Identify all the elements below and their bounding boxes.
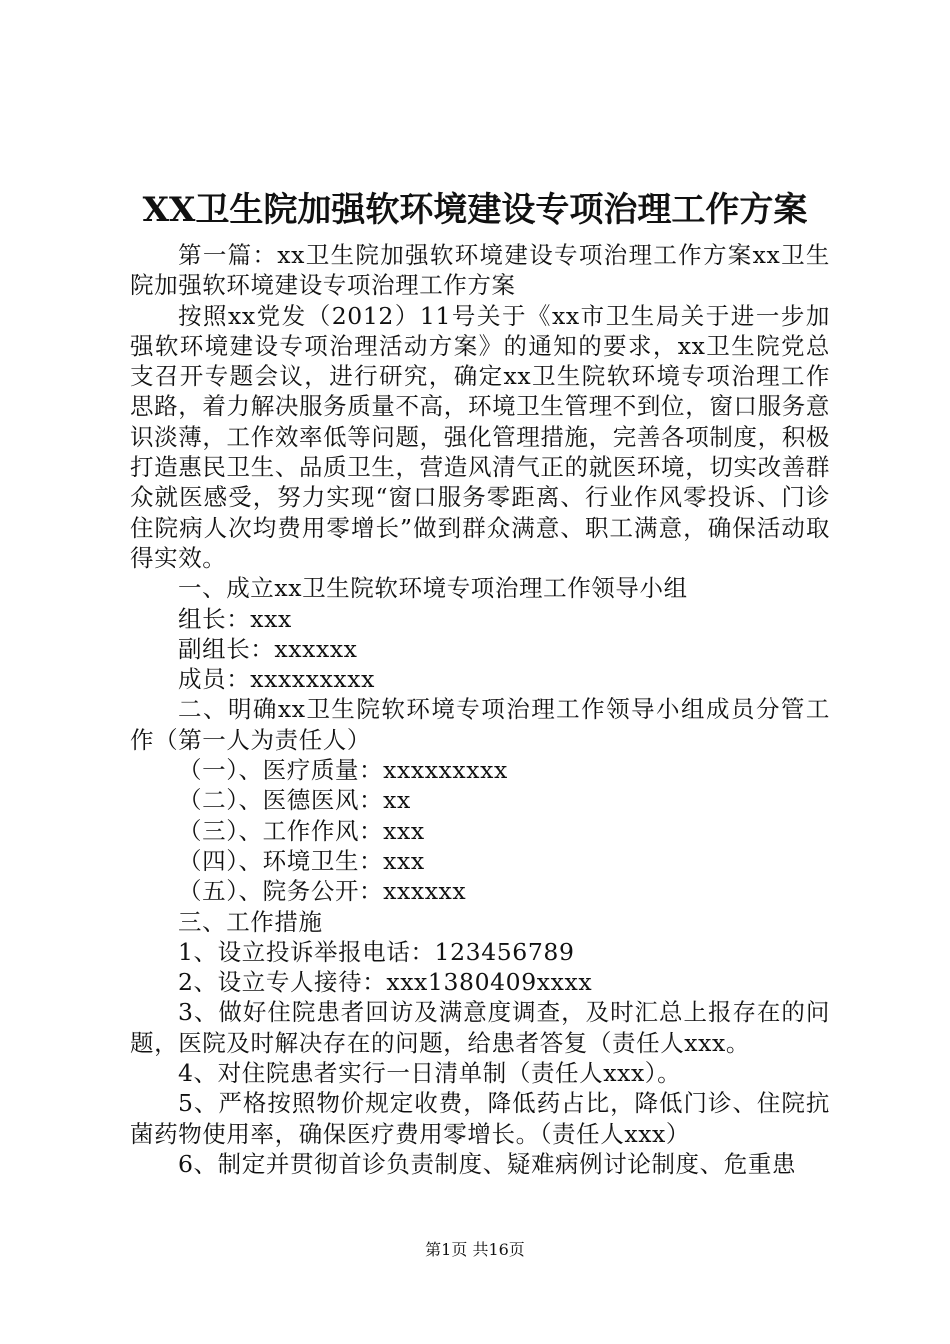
document-body: [130, 240, 830, 1179]
paragraph: 5、严格按照物价规定收费，降低药占比，降低门诊、住院抗菌药物使用率，确保医疗费用零增长。（责任人xxx）: [130, 1089, 830, 1148]
paragraph: 2、设立专人接待：xxx1380409xxxx: [178, 968, 593, 997]
paragraph: 成员：xxxxxxxxx: [178, 665, 375, 694]
paragraph: （二）、医德医风：xx: [178, 786, 411, 815]
paragraph: （一）、医疗质量：xxxxxxxxx: [178, 756, 508, 785]
paragraph: （五）、院务公开：xxxxxx: [178, 877, 467, 906]
paragraph: （四）、环境卫生：xxx: [178, 846, 425, 875]
paragraph: 3、做好住院患者回访及满意度调查，及时汇总上报存在的问题，医院及时解决存在的问题，给患者答复（责任人xxx。: [130, 998, 830, 1057]
paragraph: 6、制定并贯彻首诊负责制度、疑难病例讨论制度、危重患: [178, 1149, 797, 1178]
section-heading: 三、工作措施: [178, 907, 323, 936]
document-title: XX卫生院加强软环境建设专项治理工作方案: [142, 190, 808, 230]
paragraph: 组长：xxx: [178, 604, 292, 633]
paragraph: 1、设立投诉举报电话：123456789: [178, 937, 575, 966]
section-heading: 二、明确xx卫生院软环境专项治理工作领导小组成员分管工作（第一人为责任人）: [130, 695, 830, 754]
paragraph: 副组长：xxxxxx: [178, 634, 358, 663]
paragraph: 4、对住院患者实行一日清单制（责任人xxx）。: [178, 1059, 682, 1088]
section-heading: 一、成立xx卫生院软环境专项治理工作领导小组: [178, 574, 688, 603]
paragraph: 第一篇：xx卫生院加强软环境建设专项治理工作方案xx卫生院加强软环境建设专项治理工作方案: [130, 241, 830, 300]
paragraph: （三）、工作作风：xxx: [178, 816, 425, 845]
paragraph: 按照xx党发（2012）11号关于《xx市卫生局关于进一步加强软环境建设专项治理活动方案》的通知的要求，xx卫生院党总支召开专题会议，进行研究，确定xx卫生院软环境专项治理工作思路，着力解决服务质量不高，环境卫生管理不到位，窗口服务意识淡薄，工作效率低等问题，强化管理措施，完善各项制度，积极打造惠民卫生、品质卫生，营造风清气正的就医环境，切实改善群众就医感受，努力实现“窗口服务零距离、行业作风零投诉、门诊住院病人次均费用零增长”做到群众满意、职工满意，确保活动取得实效。: [130, 301, 830, 572]
page-footer: 第1页 共16页: [425, 1240, 525, 1259]
